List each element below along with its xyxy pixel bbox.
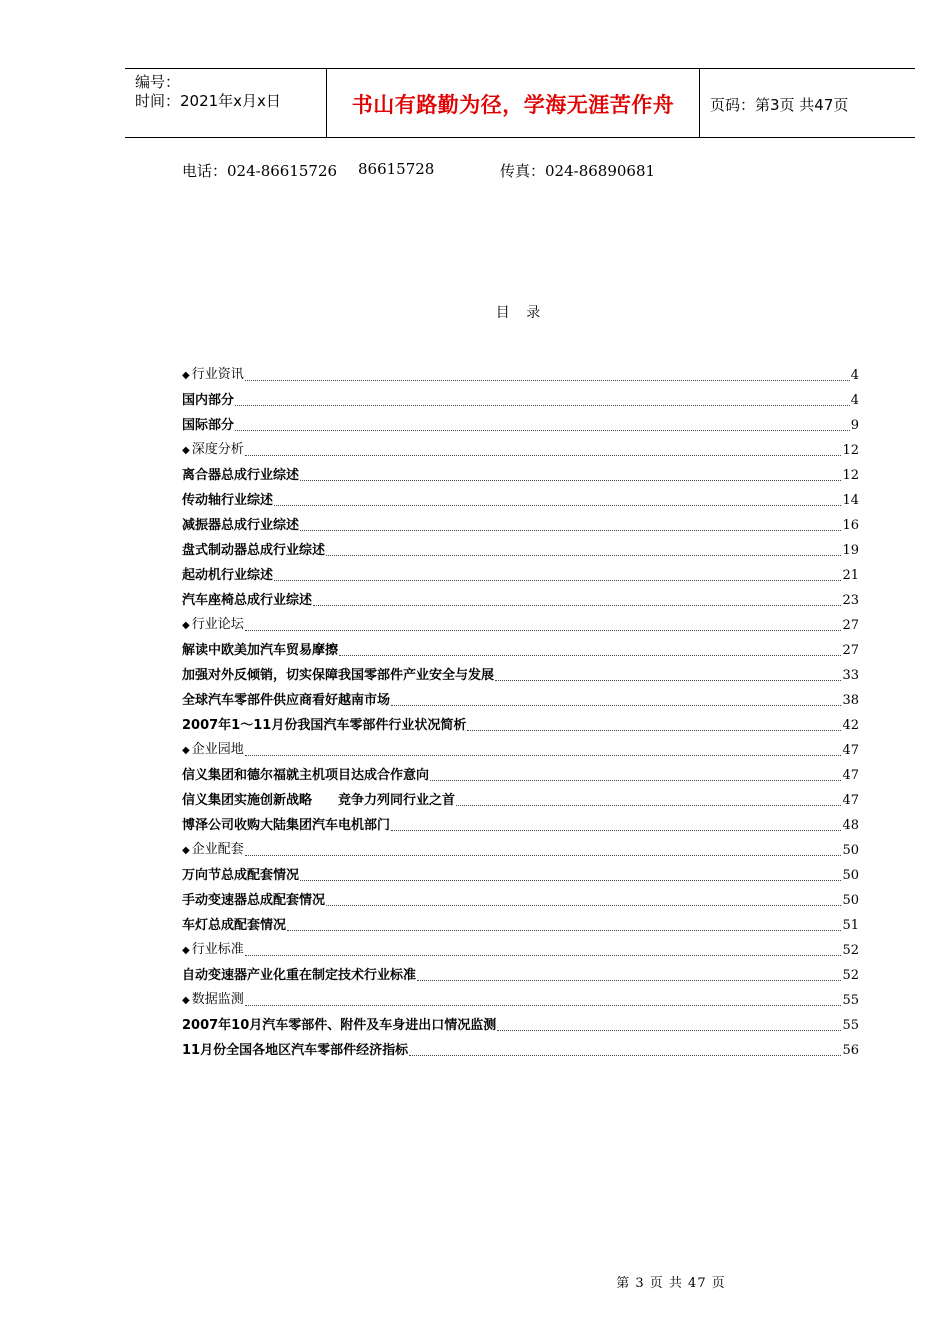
dot-leader <box>417 980 841 981</box>
toc-entry-text: 盘式制动器总成行业综述 <box>182 543 326 558</box>
toc-entry-text: 全球汽车零部件供应商看好越南市场 <box>182 693 391 708</box>
toc-entry[interactable] <box>182 584 859 609</box>
toc-entry-page: 33 <box>842 668 859 683</box>
dot-leader <box>313 605 841 606</box>
dot-leader <box>497 1030 841 1031</box>
toc-entry-text: 车灯总成配套情况 <box>182 918 287 933</box>
toc-entry-label <box>182 468 299 484</box>
dot-leader <box>245 955 842 956</box>
dot-leader <box>245 1005 842 1006</box>
toc-entry-text: 汽车座椅总成行业综述 <box>182 593 313 608</box>
toc-entry-text: 万向节总成配套情况 <box>182 868 300 883</box>
toc-entry-label <box>182 643 338 659</box>
toc-entry-label <box>182 818 390 834</box>
toc-entry-label <box>182 617 244 634</box>
toc-entry-text: 传动轴行业综述 <box>182 493 274 508</box>
dot-leader <box>467 730 841 731</box>
toc-entry[interactable] <box>182 409 859 434</box>
toc-entry-text: 行业论坛 <box>191 617 244 632</box>
diamond-bullet-icon: ◆ <box>182 445 190 456</box>
toc-entry-page: 14 <box>842 493 859 508</box>
toc-entry-text: 减振器总成行业综述 <box>182 518 300 533</box>
toc-entry-page: 12 <box>842 468 859 483</box>
toc-entry-page: 23 <box>842 593 859 608</box>
toc-entry-page: 4 <box>850 368 859 383</box>
dot-leader <box>300 480 841 481</box>
toc-section-entry[interactable] <box>182 359 859 384</box>
toc-entry-text: 离合器总成行业综述 <box>182 468 300 483</box>
dot-leader <box>391 830 841 831</box>
toc-entry-page: 55 <box>842 993 859 1008</box>
toc-entry-page: 27 <box>842 618 859 633</box>
dot-leader <box>391 705 841 706</box>
toc-section-entry[interactable] <box>182 834 859 859</box>
dot-leader <box>235 430 850 431</box>
toc-entry[interactable] <box>182 534 859 559</box>
toc-entry-text: 信义集团和德尔福就主机项目达成合作意向 <box>182 768 430 783</box>
toc-section-entry[interactable] <box>182 984 859 1009</box>
toc-entry-label <box>182 418 234 434</box>
toc-entry-label <box>182 593 312 609</box>
toc-entry-page: 27 <box>842 643 859 658</box>
dot-leader <box>245 380 850 381</box>
toc-entry-page: 47 <box>842 743 859 758</box>
toc-entry-label <box>182 742 244 759</box>
toc-entry-text: 国际部分 <box>182 418 235 433</box>
toc-entry-page: 21 <box>842 568 859 583</box>
toc-entry-text: 起动机行业综述 <box>182 568 274 583</box>
diamond-bullet-icon: ◆ <box>182 745 190 756</box>
document-number-label: 编号： <box>135 73 181 91</box>
toc-entry[interactable] <box>182 509 859 534</box>
toc-entry[interactable] <box>182 634 859 659</box>
toc-entry-label <box>182 842 244 859</box>
toc-entry[interactable] <box>182 1009 859 1034</box>
toc-entry[interactable] <box>182 684 859 709</box>
dot-leader <box>326 555 841 556</box>
toc-entry[interactable] <box>182 484 859 509</box>
diamond-bullet-icon: ◆ <box>182 370 190 381</box>
toc-entry-label <box>182 493 273 509</box>
toc-entry-label <box>182 918 286 934</box>
toc-entry[interactable] <box>182 784 859 809</box>
dot-leader <box>287 930 841 931</box>
header-motto-cell <box>327 69 700 137</box>
diamond-bullet-icon: ◆ <box>182 995 190 1006</box>
header-motto: 书山有路勤为径，学海无涯苦作舟 <box>351 93 675 117</box>
dot-leader <box>245 855 842 856</box>
header-page-cell <box>700 69 915 137</box>
toc-entry-text: 行业资讯 <box>191 367 244 382</box>
dot-leader <box>245 630 842 631</box>
toc-entry[interactable] <box>182 1034 859 1059</box>
toc-entry-text: 2007年10月汽车零部件、附件及车身进出口情况监测 <box>182 1018 497 1033</box>
dot-leader <box>456 805 841 806</box>
toc-section-entry[interactable] <box>182 434 859 459</box>
fax-number: 传真：024-86890681 <box>500 162 656 180</box>
toc-entry[interactable] <box>182 809 859 834</box>
header-page-info: 页码：第3页 共47页 <box>710 96 849 114</box>
toc-entry-label <box>182 893 325 909</box>
dot-leader <box>235 405 850 406</box>
dot-leader <box>495 680 841 681</box>
toc-entry-text: 解读中欧美加汽车贸易摩擦 <box>182 643 339 658</box>
toc-entry-page: 51 <box>842 918 859 933</box>
toc-entry-label <box>182 768 429 784</box>
toc-entry-label <box>182 793 455 809</box>
toc-entry-page: 47 <box>842 793 859 808</box>
toc-entry-page: 47 <box>842 768 859 783</box>
toc-entry-text: 博泽公司收购大陆集团汽车电机部门 <box>182 818 391 833</box>
toc-entry[interactable] <box>182 884 859 909</box>
toc-entry-page: 9 <box>850 418 859 433</box>
document-time-label: 时间：2021年x月x日 <box>135 92 281 110</box>
toc-entry-label <box>182 693 390 709</box>
toc-entry-page: 50 <box>842 893 859 908</box>
toc-entry[interactable] <box>182 459 859 484</box>
toc-entry-text: 手动变速器总成配套情况 <box>182 893 326 908</box>
table-of-contents <box>182 359 859 1059</box>
toc-entry-page: 48 <box>842 818 859 833</box>
toc-entry-page: 55 <box>842 1018 859 1033</box>
diamond-bullet-icon: ◆ <box>182 945 190 956</box>
dot-leader <box>326 905 841 906</box>
dot-leader <box>409 1055 841 1056</box>
toc-entry-label <box>182 393 234 409</box>
toc-section-entry[interactable] <box>182 934 859 959</box>
toc-entry-page: 38 <box>842 693 859 708</box>
dot-leader <box>274 580 841 581</box>
dot-leader <box>245 755 842 756</box>
toc-entry-label <box>182 442 244 459</box>
dot-leader <box>300 530 841 531</box>
header-meta-cell <box>125 69 327 137</box>
toc-entry-text: 11月份全国各地区汽车零部件经济指标 <box>182 1043 409 1058</box>
toc-entry-label <box>182 718 466 734</box>
page-footer: 第 3 页 共 47 页 <box>616 1276 726 1291</box>
diamond-bullet-icon: ◆ <box>182 845 190 856</box>
toc-entry-label <box>182 992 244 1009</box>
toc-entry-label <box>182 543 325 559</box>
toc-entry-text: 信义集团实施创新战略 竞争力列同行业之首 <box>182 793 456 808</box>
dot-leader <box>245 455 842 456</box>
dot-leader <box>430 780 841 781</box>
dot-leader <box>300 880 841 881</box>
phone-number-secondary: 86615728 <box>358 160 435 178</box>
toc-entry-text: 加强对外反倾销，切实保障我国零部件产业安全与发展 <box>182 668 495 683</box>
page-header <box>125 68 915 138</box>
toc-entry-label <box>182 868 299 884</box>
toc-entry-label <box>182 968 416 984</box>
toc-entry-page: 50 <box>842 868 859 883</box>
toc-entry-text: 数据监测 <box>191 992 244 1007</box>
toc-section-entry[interactable] <box>182 609 859 634</box>
toc-entry-label <box>182 367 244 384</box>
toc-entry[interactable] <box>182 384 859 409</box>
toc-entry-label <box>182 1043 408 1059</box>
toc-entry-label <box>182 668 494 684</box>
toc-entry-label <box>182 518 299 534</box>
toc-entry[interactable] <box>182 709 859 734</box>
toc-entry[interactable] <box>182 559 859 584</box>
toc-entry-label <box>182 942 244 959</box>
dot-leader <box>339 655 841 656</box>
phone-number: 电话：024-86615726 <box>182 162 338 180</box>
toc-entry-page: 52 <box>842 968 859 983</box>
toc-entry-text: 国内部分 <box>182 393 235 408</box>
toc-entry-page: 4 <box>850 393 859 408</box>
toc-entry-text: 深度分析 <box>191 442 244 457</box>
toc-section-entry[interactable] <box>182 734 859 759</box>
toc-entry-page: 12 <box>842 443 859 458</box>
toc-entry-text: 企业配套 <box>191 842 244 857</box>
toc-title: 目 录 <box>495 305 547 321</box>
toc-entry[interactable] <box>182 859 859 884</box>
toc-entry-text: 行业标准 <box>191 942 244 957</box>
toc-entry-page: 19 <box>842 543 859 558</box>
toc-entry-page: 52 <box>842 943 859 958</box>
toc-entry[interactable] <box>182 959 859 984</box>
toc-entry-text: 企业园地 <box>191 742 244 757</box>
toc-entry[interactable] <box>182 909 859 934</box>
diamond-bullet-icon: ◆ <box>182 620 190 631</box>
toc-entry-page: 16 <box>842 518 859 533</box>
dot-leader <box>274 505 841 506</box>
toc-entry-page: 56 <box>842 1043 859 1058</box>
toc-entry[interactable] <box>182 659 859 684</box>
toc-entry-text: 自动变速器产业化重在制定技术行业标准 <box>182 968 417 983</box>
toc-entry-label <box>182 1018 496 1034</box>
toc-entry[interactable] <box>182 759 859 784</box>
toc-entry-label <box>182 568 273 584</box>
toc-entry-text: 2007年1～11月份我国汽车零部件行业状况简析 <box>182 718 467 733</box>
toc-entry-page: 50 <box>842 843 859 858</box>
toc-entry-page: 42 <box>842 718 859 733</box>
